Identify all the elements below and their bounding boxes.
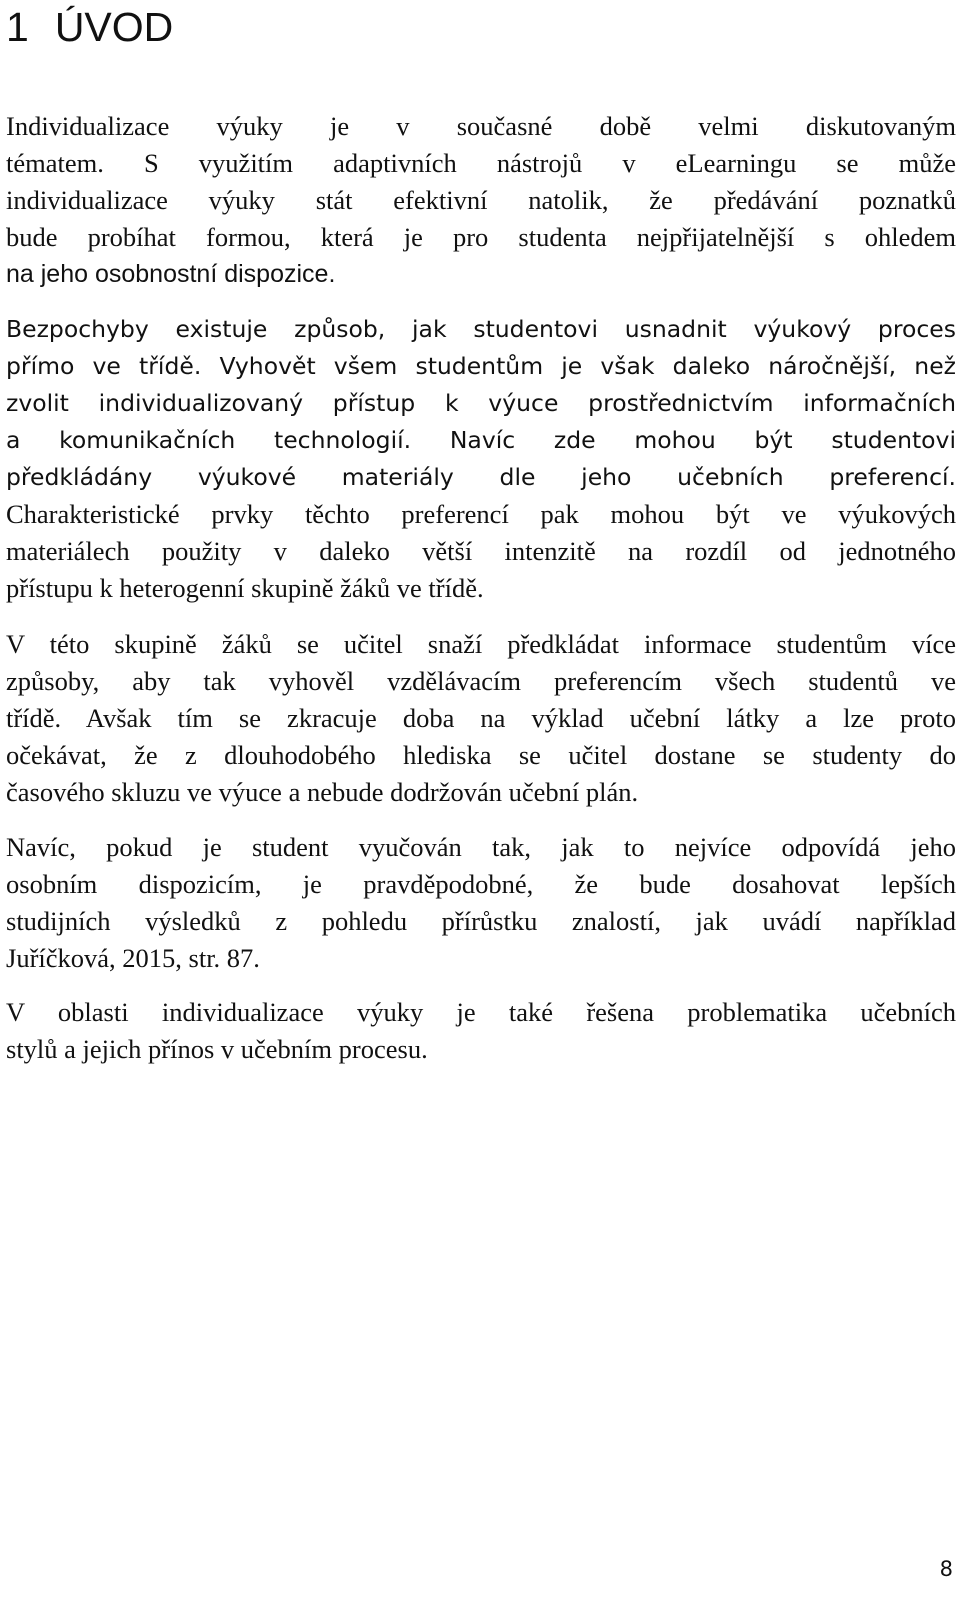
- text-line: Bezpochyby existuje způsob, jak studentovi usnadnit výukový proces: [6, 315, 956, 343]
- text-line: studijních výsledků z pohledu přírůstku znalostí, jak uvádí například: [6, 906, 956, 936]
- chapter-heading: [6, 2, 173, 52]
- page-number: 8: [939, 1557, 953, 1581]
- paragraph-4: [6, 829, 956, 977]
- text-line: V oblasti individualizace výuky je také řešena problematika učebních: [6, 997, 956, 1027]
- text-line: přístupu k heterogenní skupině žáků ve třídě.: [6, 573, 484, 603]
- text-line: na jeho osobnostní dispozice.: [6, 260, 336, 288]
- text-line: způsoby, aby tak vyhověl vzdělávacím preferencím všech studentů ve: [6, 666, 956, 696]
- chapter-number: 1: [6, 4, 29, 50]
- text-line: předkládány výukové materiály dle jeho učebních preferencí.: [6, 463, 956, 491]
- text-line: očekávat, že z dlouhodobého hlediska se učitel dostane se studenty do: [6, 740, 956, 770]
- text-line: stylů a jejich přínos v učebním procesu.: [6, 1034, 428, 1064]
- text-line: Individualizace výuky je v současné době velmi diskutovaným: [6, 111, 956, 141]
- text-line: zvolit individualizovaný přístup k výuce prostřednictvím informačních: [6, 389, 956, 417]
- text-line: přímo ve třídě. Vyhovět všem studentům je však daleko náročnější, než: [6, 352, 956, 380]
- text-line: Juříčková, 2015, str. 87.: [6, 943, 260, 973]
- text-line: V této skupině žáků se učitel snaží předkládat informace studentům více: [6, 629, 956, 659]
- paragraph-5: [6, 994, 956, 1068]
- text-line: Charakteristické prvky těchto preferencí pak mohou být ve výukových: [6, 499, 956, 529]
- paragraph-2: [6, 311, 956, 607]
- text-line: tématem. S využitím adaptivních nástrojů v eLearningu se může: [6, 148, 956, 178]
- text-line: a komunikačních technologií. Navíc zde mohou být studentovi: [6, 426, 956, 454]
- text-line: bude probíhat formou, která je pro studenta nejpřijatelnější s ohledem: [6, 222, 956, 252]
- text-line: třídě. Avšak tím se zkracuje doba na výklad učební látky a lze proto: [6, 703, 956, 733]
- text-line: materiálech použity v daleko větší intenzitě na rozdíl od jednotného: [6, 536, 956, 566]
- chapter-title: ÚVOD: [54, 4, 174, 50]
- paragraph-3: [6, 626, 956, 811]
- paragraph-1: [6, 108, 956, 293]
- text-line: časového skluzu ve výuce a nebude dodržován učební plán.: [6, 777, 639, 807]
- text-line: osobním dispozicím, je pravděpodobné, že bude dosahovat lepších: [6, 869, 956, 899]
- text-line: individualizace výuky stát efektivní natolik, že předávání poznatků: [6, 185, 956, 215]
- text-line: Navíc, pokud je student vyučován tak, jak to nejvíce odpovídá jeho: [6, 832, 956, 862]
